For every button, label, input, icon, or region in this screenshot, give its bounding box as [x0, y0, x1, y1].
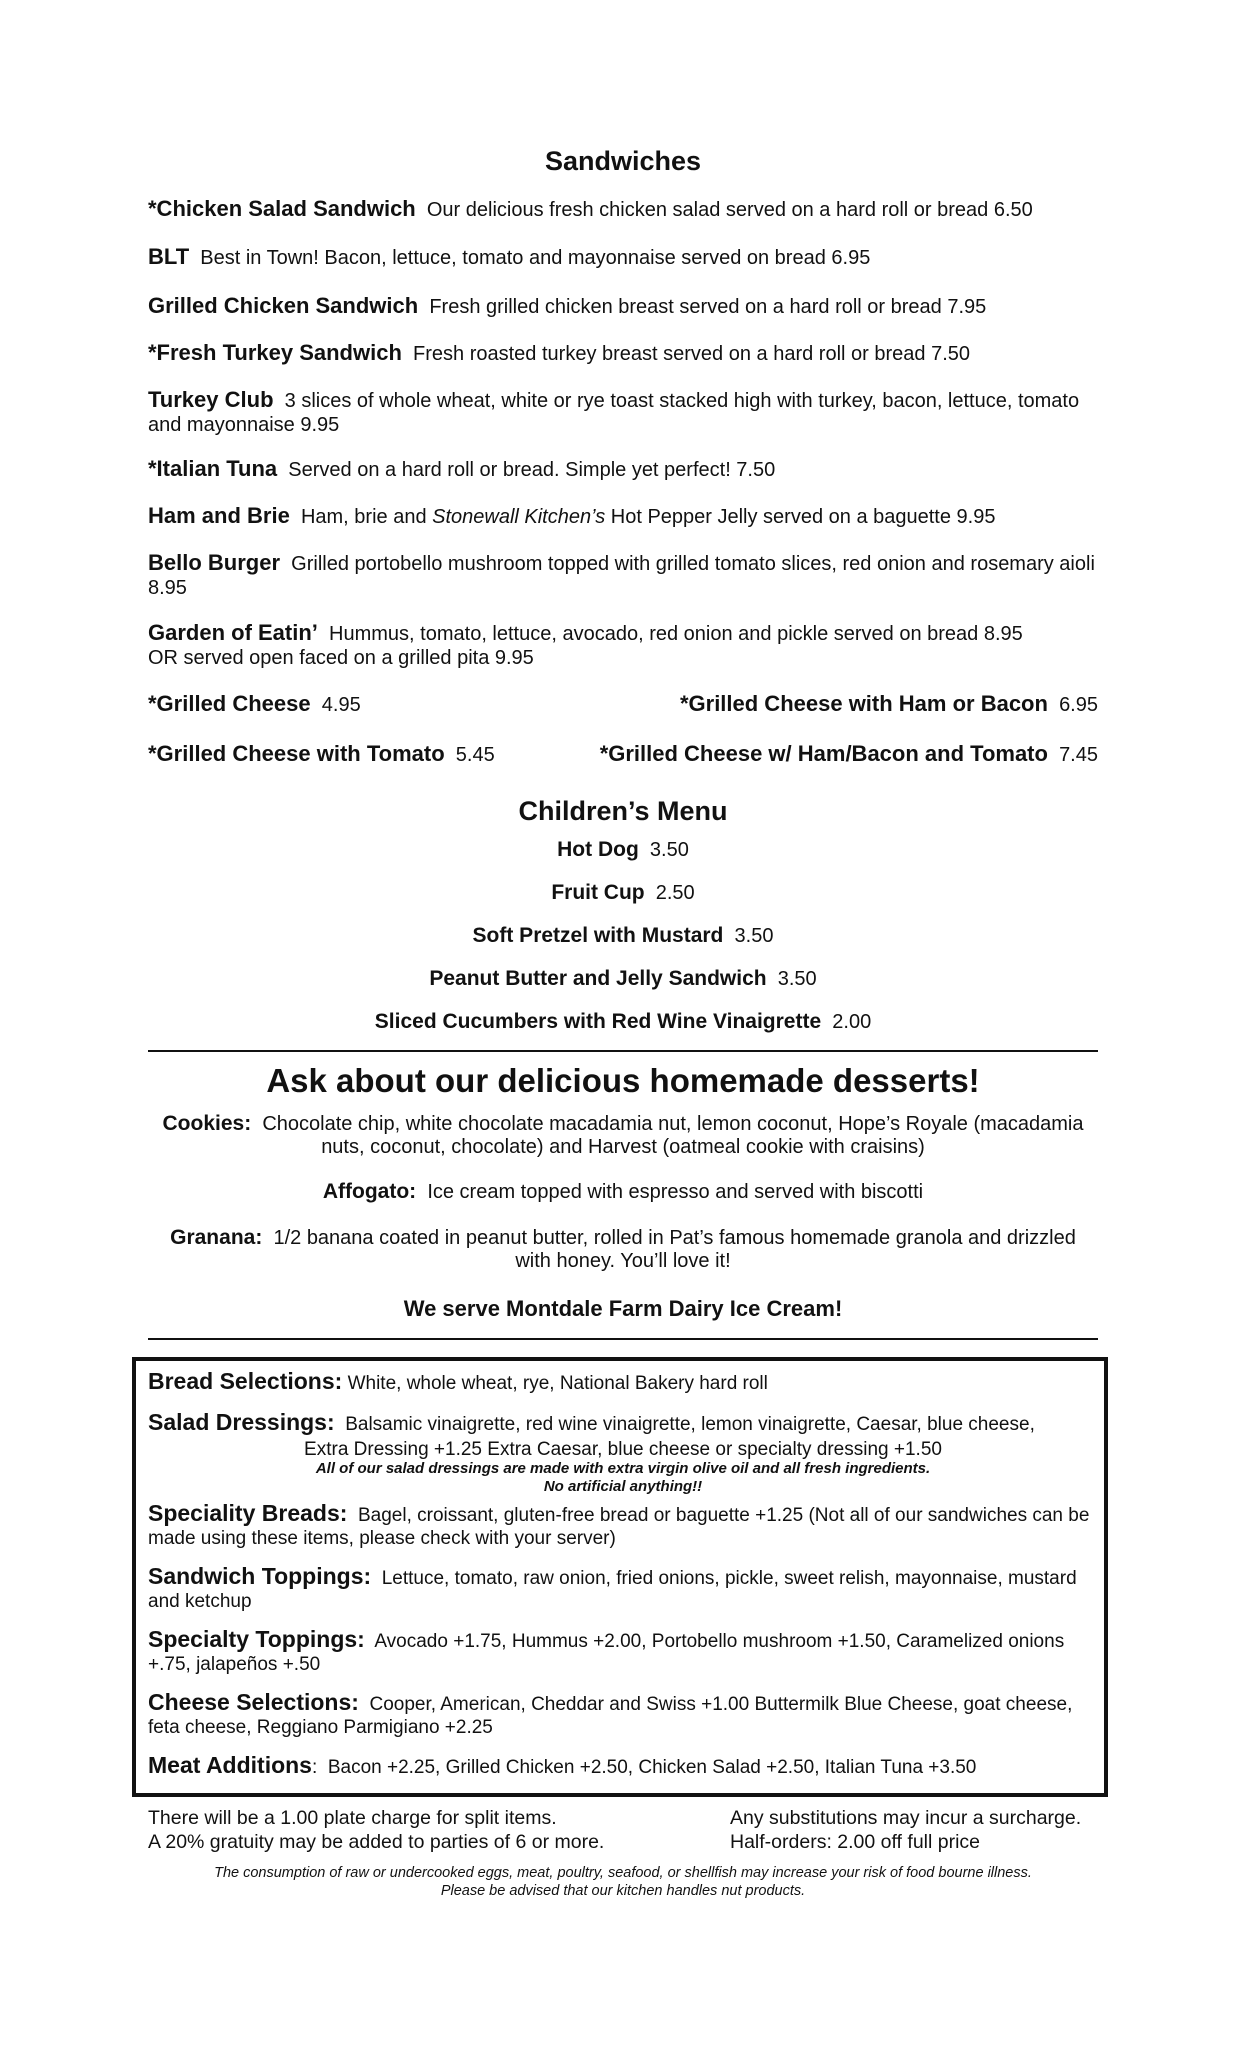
option-specialty-toppings — [148, 1628, 1098, 1676]
item-name: *Fresh Turkey Sandwich — [148, 340, 402, 365]
item-name: Fruit Cup — [551, 881, 645, 904]
health-warning: The consumption of raw or undercooked eggs, meat, poultry, seafood, or shellfish may increase your risk of food bourne illness. — [214, 1865, 1032, 1881]
option-text: White, whole wheat, rye, National Bakery hard roll — [347, 1373, 768, 1394]
option-label: Salad Dressings: — [148, 1409, 335, 1435]
gratuity-note: A 20% gratuity may be added to parties of 6 or more. — [148, 1831, 605, 1853]
item-name: *Grilled Cheese with Tomato — [148, 741, 445, 766]
menu-item — [148, 341, 1098, 366]
item-name: *Grilled Cheese with Ham or Bacon — [679, 691, 1048, 716]
item-name: Bello Burger — [148, 550, 281, 575]
option-speciality-breads — [148, 1502, 1098, 1550]
option-label: Meat Additions — [148, 1752, 312, 1778]
kids-item — [148, 924, 1098, 948]
option-text: Bacon +2.25, Grilled Chicken +2.50, Chicken Salad +2.50, Italian Tuna +3.50 — [327, 1757, 977, 1778]
item-desc: Grilled portobello mushroom topped with grilled tomato slices, red onion and rosemary aioli 8.95 — [148, 553, 1095, 599]
item-name: BLT — [148, 244, 190, 269]
item-name: Garden of Eatin’ — [148, 620, 318, 645]
item-name: Sliced Cucumbers with Red Wine Vinaigrette — [374, 1010, 822, 1033]
item-name: Hot Dog — [557, 838, 639, 861]
menu-item — [148, 457, 1098, 482]
menu-item — [148, 621, 1098, 670]
ice-cream-note: We serve Montdale Farm Dairy Ice Cream! — [403, 1296, 843, 1321]
menu-item — [148, 294, 1098, 319]
item-price: 7.45 — [1059, 744, 1098, 766]
item-price: 6.95 — [1059, 694, 1098, 716]
kids-item — [148, 881, 1098, 905]
item-desc: Served on a hard roll or bread. Simple yet perfect! 7.50 — [288, 459, 776, 481]
item-name: *Grilled Cheese w/ Ham/Bacon and Tomato — [599, 741, 1048, 766]
option-text: Bagel, croissant, gluten-free bread or baguette +1.25 (Not all of our sandwiches can be made using these items, please check with your server) — [148, 1505, 1090, 1549]
menu-item — [148, 245, 1098, 270]
item-name: Grilled Chicken Sandwich — [148, 293, 419, 318]
item-price: 4.95 — [321, 694, 361, 716]
footer-right — [730, 1806, 1081, 1854]
menu-item — [148, 388, 1098, 437]
dessert-item — [148, 1180, 1098, 1204]
option-cheese — [148, 1691, 1098, 1739]
option-label: Bread Selections: — [148, 1368, 343, 1394]
split-charge-note: There will be a 1.00 plate charge for split items. — [148, 1807, 557, 1829]
item-price: 3.50 — [777, 968, 817, 990]
dessert-item — [148, 1112, 1098, 1159]
item-desc-alt: OR served open faced on a grilled pita 9.95 — [148, 647, 534, 669]
item-name: *Chicken Salad Sandwich — [148, 196, 416, 221]
option-label: Sandwich Toppings: — [148, 1563, 372, 1589]
option-meat — [148, 1754, 1098, 1779]
desserts-heading: Ask about our delicious homemade desserts! — [266, 1062, 980, 1099]
item-desc-pre: Ham, brie and — [300, 506, 433, 528]
option-label: Specialty Toppings: — [148, 1626, 365, 1652]
option-label: Cheese Selections: — [148, 1689, 359, 1715]
option-text: Balsamic vinaigrette, red wine vinaigrette, lemon vinaigrette, Caesar, blue cheese, — [345, 1414, 1035, 1435]
item-desc: Our delicious fresh chicken salad served on a hard roll or bread 6.50 — [426, 199, 1033, 221]
item-price: 2.50 — [655, 882, 695, 904]
option-dressings — [148, 1411, 1098, 1436]
divider — [148, 1050, 1098, 1052]
dressing-note: No artificial anything!! — [543, 1478, 703, 1495]
nut-warning: Please be advised that our kitchen handles nut products. — [440, 1883, 806, 1899]
dessert-desc: 1/2 banana coated in peanut butter, rolled in Pat’s famous homemade granola and drizzled with honey. You’ll love it! — [273, 1227, 1076, 1272]
option-text: Avocado +1.75, Hummus +2.00, Portobello mushroom +1.50, Caramelized onions +.75, jalapeños +.50 — [148, 1631, 1065, 1675]
childrens-menu-heading: Children’s Menu — [518, 796, 728, 826]
dessert-item — [148, 1226, 1098, 1273]
dessert-desc: Ice cream topped with espresso and served with biscotti — [427, 1181, 924, 1203]
footer-left — [148, 1806, 604, 1854]
item-desc: Hummus, tomato, lettuce, avocado, red onion and pickle served on bread 8.95 — [329, 623, 1023, 645]
menu-item — [148, 692, 361, 717]
item-desc-brand: Stonewall Kitchen’s — [432, 506, 606, 528]
dessert-label: Cookies: — [162, 1112, 252, 1135]
item-price: 3.50 — [734, 925, 774, 947]
item-desc-post: Hot Pepper Jelly served on a baguette 9.95 — [605, 506, 996, 528]
item-desc: Best in Town! Bacon, lettuce, tomato and mayonnaise served on bread 6.95 — [200, 247, 871, 269]
menu-item — [148, 504, 1098, 529]
dessert-label: Affogato: — [322, 1180, 417, 1203]
item-name: *Grilled Cheese — [148, 691, 311, 716]
menu-item — [680, 692, 1098, 717]
item-price: 5.45 — [455, 744, 495, 766]
item-name: Peanut Butter and Jelly Sandwich — [429, 967, 767, 990]
item-desc: 3 slices of whole wheat, white or rye toast stacked high with turkey, bacon, lettuce, tomato and mayonnaise 9.95 — [148, 390, 1080, 436]
kids-item — [148, 838, 1098, 862]
dressing-note: All of our salad dressings are made with extra virgin olive oil and all fresh ingredients. — [315, 1460, 931, 1477]
menu-item — [600, 742, 1098, 767]
sandwiches-heading: Sandwiches — [544, 146, 702, 176]
item-price: 3.50 — [649, 839, 689, 861]
item-name: Turkey Club — [148, 387, 274, 412]
dessert-label: Granana: — [170, 1226, 263, 1249]
item-name: *Italian Tuna — [148, 456, 278, 481]
menu-item — [148, 551, 1098, 600]
option-sandwich-toppings — [148, 1565, 1098, 1613]
dessert-desc: Chocolate chip, white chocolate macadamia nut, lemon coconut, Hope’s Royale (macadamia nuts, coconut, chocolate) and Harvest (oatmeal cookie with craisins) — [262, 1113, 1084, 1158]
divider — [148, 1338, 1098, 1340]
option-dressings-extra: Extra Dressing +1.25 Extra Caesar, blue cheese or specialty dressing +1.50 — [304, 1439, 942, 1460]
item-desc: Fresh grilled chicken breast served on a hard roll or bread 7.95 — [429, 296, 987, 318]
item-price: 2.00 — [832, 1011, 872, 1033]
menu-item — [148, 742, 495, 767]
item-name: Soft Pretzel with Mustard — [472, 924, 724, 947]
menu-item — [148, 197, 1098, 222]
kids-item — [148, 1010, 1098, 1034]
item-desc: Fresh roasted turkey breast served on a hard roll or bread 7.50 — [413, 343, 970, 365]
substitution-note: Any substitutions may incur a surcharge. — [730, 1807, 1082, 1829]
item-name: Ham and Brie — [148, 503, 290, 528]
option-text: Cooper, American, Cheddar and Swiss +1.00 Buttermilk Blue Cheese, goat cheese, feta cheese, Reggiano Parmigiano +2.25 — [148, 1694, 1073, 1738]
half-order-note: Half-orders: 2.00 off full price — [730, 1831, 981, 1853]
option-colon: : — [311, 1757, 318, 1778]
option-text: Lettuce, tomato, raw onion, fried onions, pickle, sweet relish, mayonnaise, mustard and ketchup — [148, 1568, 1077, 1612]
option-bread — [148, 1370, 1098, 1395]
kids-item — [148, 967, 1098, 991]
option-label: Speciality Breads: — [148, 1500, 348, 1526]
